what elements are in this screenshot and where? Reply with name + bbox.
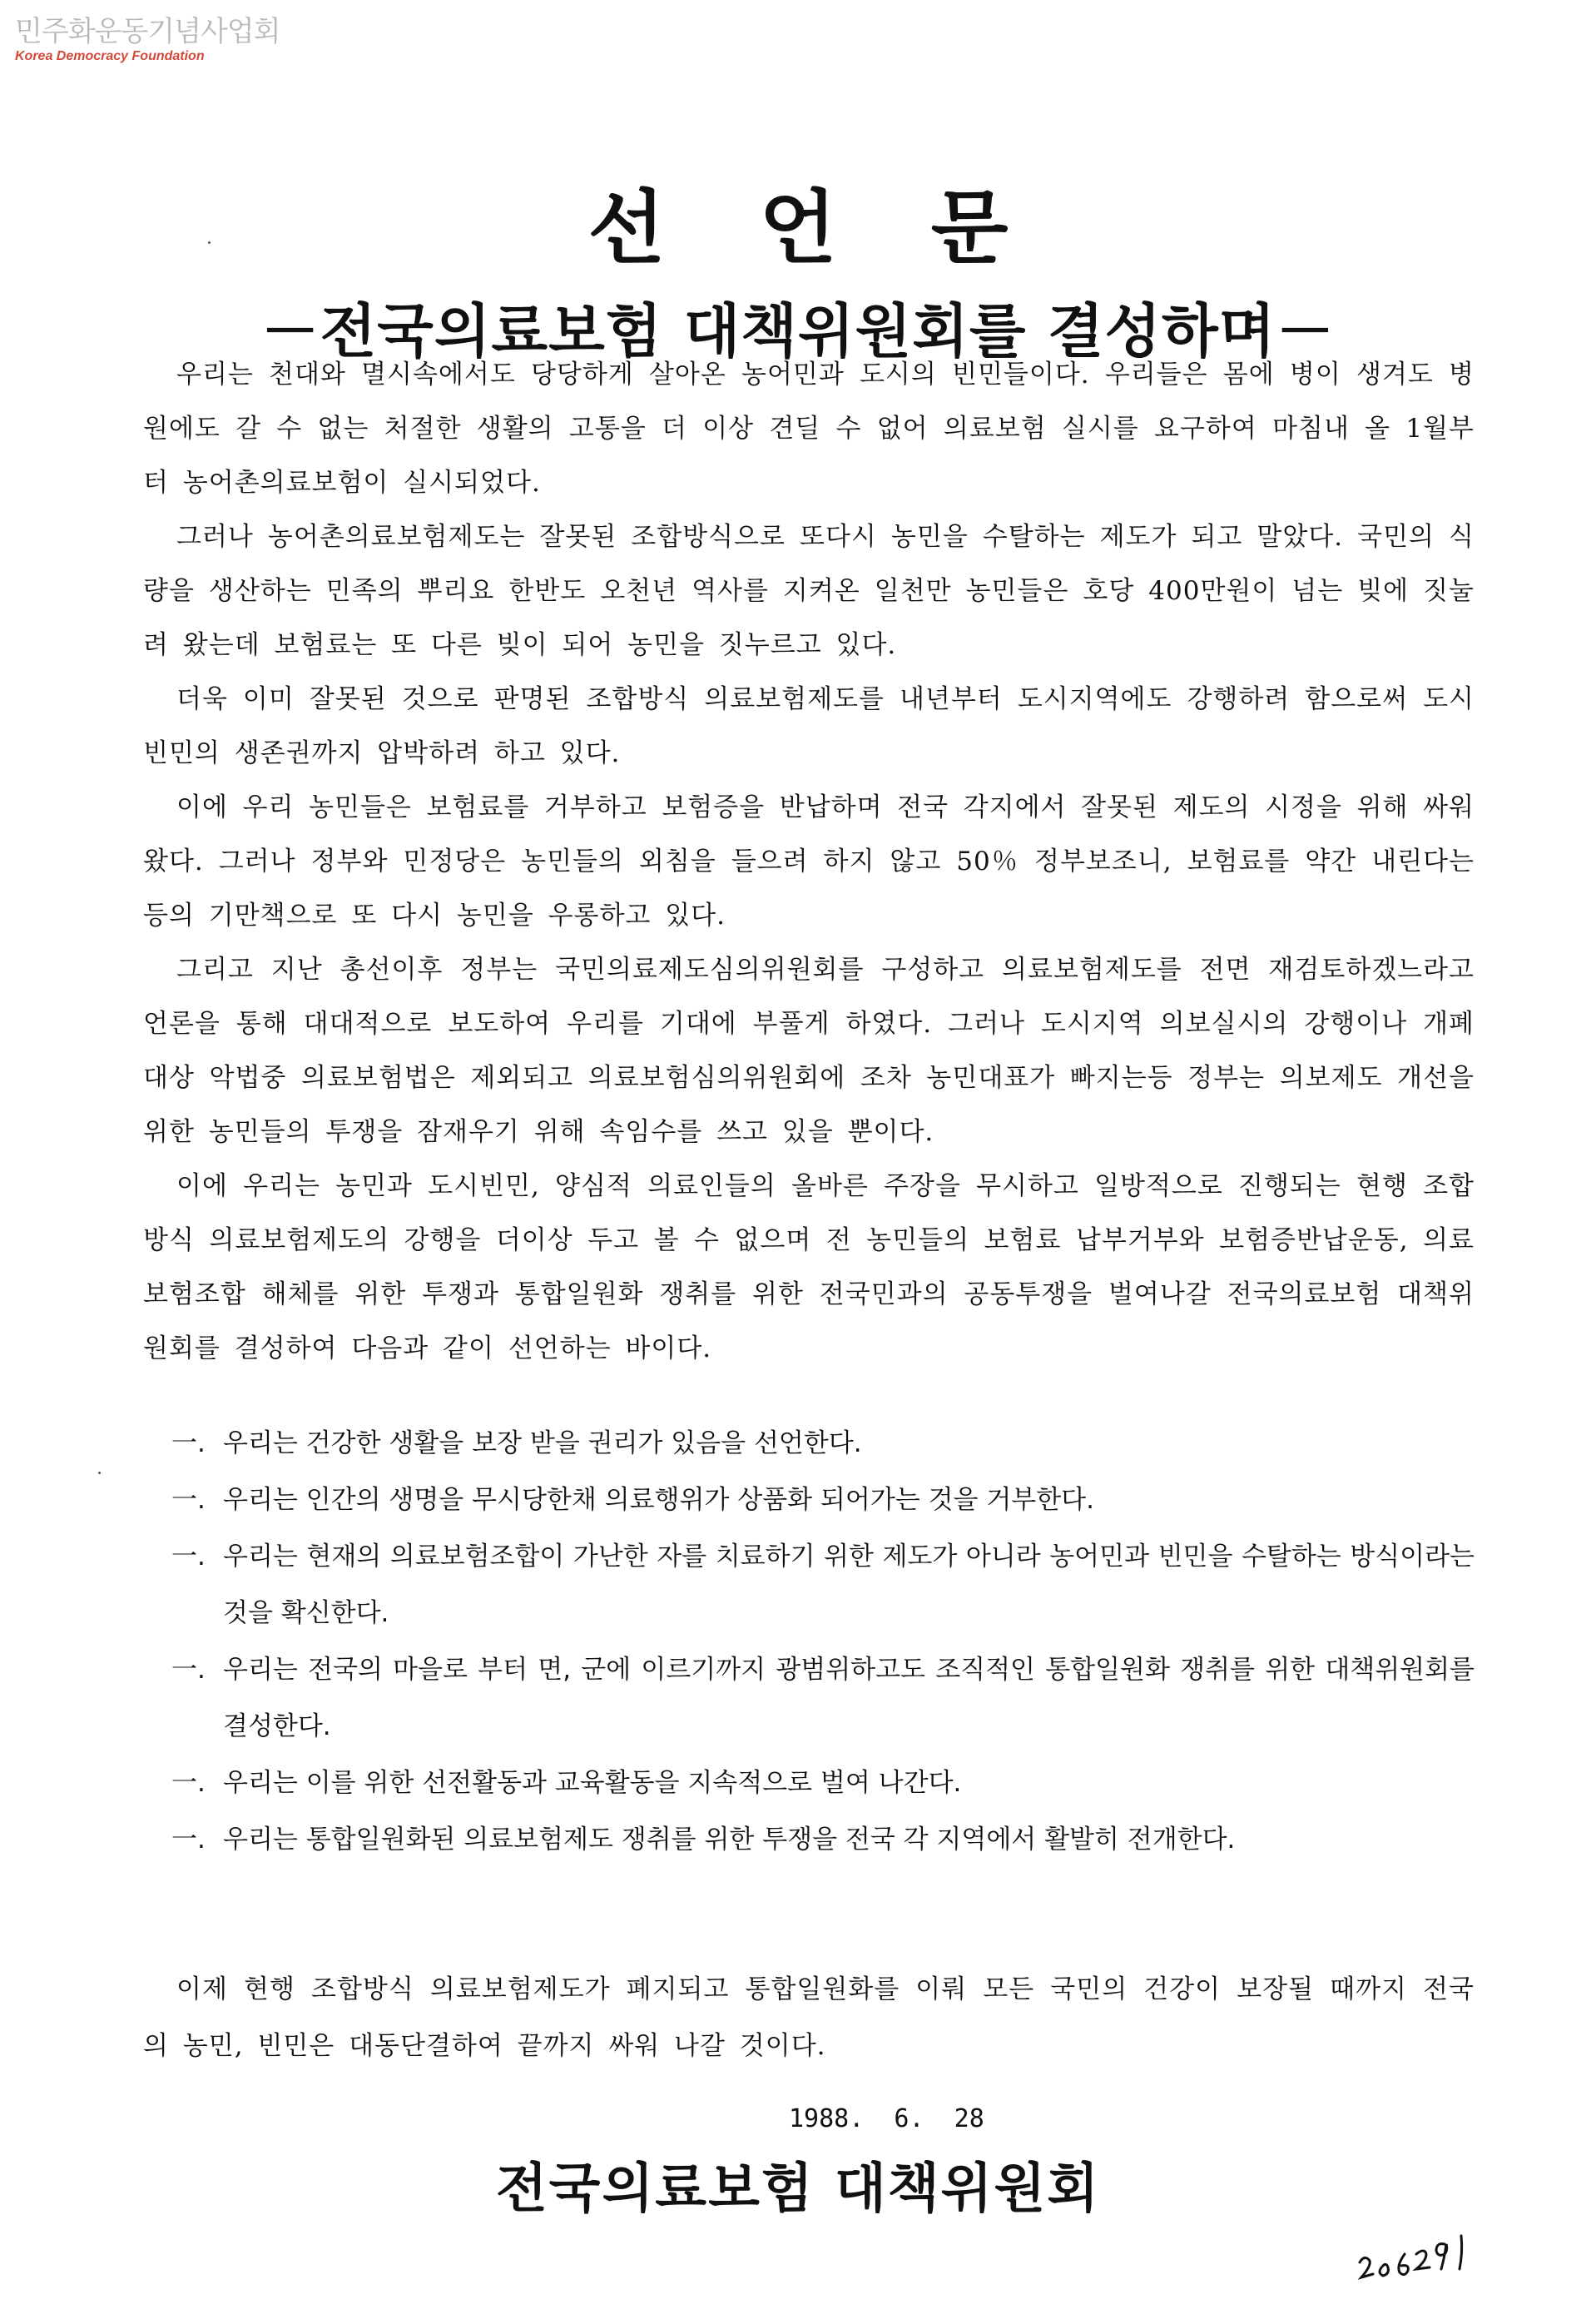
body-text bbox=[143, 348, 1475, 1376]
watermark-english: Korea Democracy Foundation bbox=[15, 49, 205, 63]
declaration-text: 우리는 현재의 의료보험조합이 가난한 자를 치료하기 위한 제도가 아니라 농어민과 빈민을 수탈하는 방식이라는 것을 확신한다. bbox=[223, 1542, 1475, 1628]
declaration-text: 우리는 인간의 생명을 무시당한채 의료행위가 상품화 되어가는 것을 거부한다. bbox=[223, 1485, 1094, 1515]
declaration-marker: 一. bbox=[171, 1428, 206, 1458]
declaration-item bbox=[171, 1415, 1475, 1472]
declaration-item bbox=[171, 1811, 1475, 1868]
declaration-marker: 一. bbox=[171, 1485, 206, 1515]
declaration-marker: 一. bbox=[171, 1542, 206, 1572]
declaration-marker: 一. bbox=[171, 1768, 206, 1798]
paragraph: 더욱 이미 잘못된 것으로 판명된 조합방식 의료보험제도를 내년부터 도시지역에도 강행하려 함으로써 도시빈민의 생존권까지 압박하려 하고 있다. bbox=[143, 684, 1475, 768]
paragraph: 이에 우리 농민들은 보험료를 거부하고 보험증을 반납하며 전국 각지에서 잘못된 제도의 시정을 위해 싸워왔다. 그러나 정부와 민정당은 농민들의 외침을 들으려 하지 않고 50％ 정부보조니, 보험료를 약간 내린다는 등의 기만책으로 또 다시 농민을 우롱하고 있다. bbox=[143, 792, 1475, 931]
declaration-item bbox=[171, 1755, 1475, 1811]
watermark bbox=[15, 15, 280, 65]
document-date: 1988. 6. 28 bbox=[789, 2104, 984, 2133]
declaration-item bbox=[171, 1472, 1475, 1528]
handwritten-number-icon bbox=[1355, 2229, 1480, 2287]
paragraph: 우리는 천대와 멸시속에서도 당당하게 살아온 농어민과 도시의 빈민들이다. 우리들은 몸에 병이 생겨도 병원에도 갈 수 없는 처절한 생활의 고통을 더 이상 견딜 수 없어 의료보험 실시를 요구하여 마침내 올 1월부터 농어촌의료보험이 실시되었다. bbox=[143, 360, 1475, 498]
declaration-text: 우리는 통합일원화된 의료보험제도 쟁취를 위한 투쟁을 전국 각 지역에서 활발히 전개한다. bbox=[223, 1825, 1236, 1855]
paragraph: 이에 우리는 농민과 도시빈민, 양심적 의료인들의 올바른 주장을 무시하고 일방적으로 진행되는 현행 조합방식 의료보험제도의 강행을 더이상 두고 볼 수 없으며 전 농민들의 보험료 납부거부와 보험증반납운동, 의료보험조합 해체를 위한 투쟁과 통합일원화 쟁취를 위한 전국민과의 공동투쟁을 벌여나갈 전국의료보험 대책위원회를 결성하여 다음과 같이 선언하는 바이다. bbox=[143, 1171, 1475, 1363]
declaration-item bbox=[171, 1528, 1475, 1641]
watermark-korean: 민주화운동기념사업회 bbox=[15, 15, 280, 48]
closing-paragraph: 이제 현행 조합방식 의료보험제도가 폐지되고 통합일원화를 이뤄 모든 국민의 건강이 보장될 때까지 전국의 농민, 빈민은 대동단결하여 끝까지 싸워 나갈 것이다. bbox=[143, 1974, 1475, 2061]
signer-organization: 전국의료보험 대책위원회 bbox=[495, 2158, 1101, 2220]
declaration-list bbox=[171, 1415, 1475, 1868]
declaration-text: 우리는 전국의 마을로 부터 면, 군에 이르기까지 광범위하고도 조직적인 통합일원화 쟁취를 위한 대책위원회를 결성한다. bbox=[223, 1655, 1475, 1741]
paragraph: 그리고 지난 총선이후 정부는 국민의료제도심의위원회를 구성하고 의료보험제도를 전면 재검토하겠느라고 언론을 통해 대대적으로 보도하여 우리를 기대에 부풀게 하였다. 그러나 도시지역 의보실시의 강행이나 개폐대상 악법중 의료보험법은 제외되고 의료보험심의위원회에 조차 농민대표가 빠지는등 정부는 의보제도 개선을 위한 농민들의 투쟁을 잠재우기 위해 속임수를 쓰고 있을 뿐이다. bbox=[143, 955, 1475, 1147]
page-title: 선 언 문 bbox=[587, 181, 1042, 276]
scan-speck bbox=[98, 1472, 101, 1474]
declaration-marker: 一. bbox=[171, 1825, 206, 1855]
page-subtitle: －전국의료보험 대책위원회를 결성하며－ bbox=[260, 297, 1336, 366]
paragraph: 그러나 농어촌의료보험제도는 잘못된 조합방식으로 또다시 농민을 수탈하는 제도가 되고 말았다. 국민의 식량을 생산하는 민족의 뿌리요 한반도 오천년 역사를 지켜온 일천만 농민들은 호당 400만원이 넘는 빚에 짓눌려 왔는데 보험료는 또 다른 빚이 되어 농민을 짓누르고 있다. bbox=[143, 522, 1475, 660]
declaration-text: 우리는 이를 위한 선전활동과 교육활동을 지속적으로 벌여 나간다. bbox=[223, 1768, 962, 1798]
declaration-text: 우리는 건강한 생활을 보장 받을 권리가 있음을 선언한다. bbox=[223, 1428, 862, 1458]
declaration-item bbox=[171, 1641, 1475, 1755]
declaration-marker: 一. bbox=[171, 1655, 206, 1685]
